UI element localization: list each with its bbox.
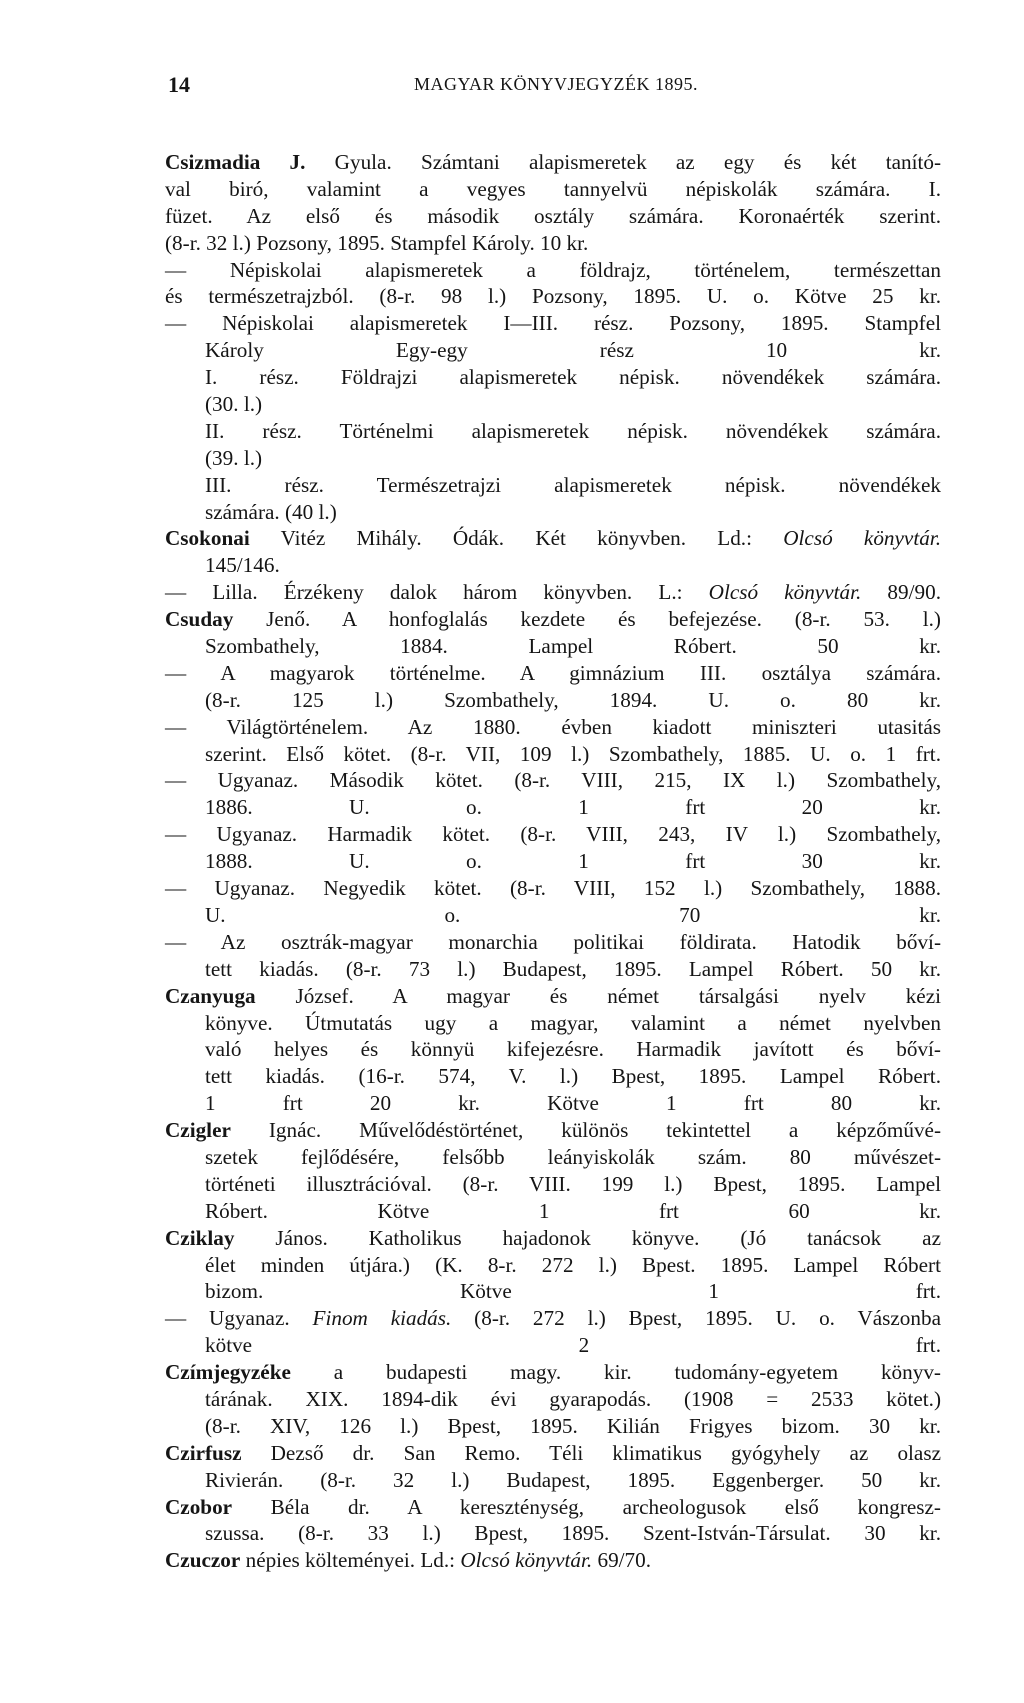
catalog-line (165, 1144, 941, 1171)
catalog-line (165, 767, 941, 794)
entry-text: és természetrajzból. (8-r. 98 l.) Pozsony, 1895. U. o. Kötve 25 kr. (165, 284, 941, 309)
entry-text: Jenő. A honfoglalás kezdete és befejezése. (8-r. 53. l.) (233, 607, 941, 632)
entry-text: (8-r. XIV, 126 l.) Bpest, 1895. Kilián Frigyes bizom. 30 kr. (205, 1413, 941, 1438)
catalog-line (165, 418, 941, 445)
entry-text: népies költeményei. Ld.: (240, 1548, 461, 1573)
entry-author: Czanyuga (165, 983, 256, 1008)
entry-text: I. rész. Földrajzi alapismeretek népisk. növendékek számára. (205, 365, 941, 390)
entry-author: Cziklay (165, 1225, 235, 1250)
catalog-line (165, 1413, 941, 1440)
entry-author: Czigler (165, 1118, 231, 1143)
entry-text: János. Katholikus hajadonok könyve. (Jó tanácsok az (234, 1225, 941, 1250)
catalog-line (165, 1332, 941, 1359)
entry-text: 145/146. (205, 553, 280, 578)
entry-text: — Ugyanaz. Második kötet. (8-r. VIII, 215, IX l.) Szombathely, (165, 768, 941, 793)
entry-text: számára. (40 l.) (205, 499, 337, 524)
entry-author: Czirfusz (165, 1440, 242, 1465)
catalog-line (165, 176, 941, 203)
entry-text: tárának. XIX. 1894-dik évi gyarapodás. (1908 = 2533 kötet.) (205, 1386, 941, 1411)
entry-text: kötve 2 frt. (205, 1333, 941, 1358)
entry-text: füzet. Az első és második osztály számára. Koronaérték szerint. (165, 203, 941, 228)
entry-text: könyve. Útmutatás ugy a magyar, valamint a német nyelvben (205, 1010, 941, 1035)
entry-text: Károly Egy-egy rész 10 kr. (205, 338, 941, 363)
entry-text: 69/70. (592, 1548, 652, 1573)
entry-text: — Népiskolai alapismeretek a földrajz, történelem, természettan (165, 257, 941, 282)
series-title: Olcsó könyvtár. (460, 1548, 593, 1573)
catalog-line (165, 552, 941, 579)
entry-text: bizom. Kötve 1 frt. (205, 1279, 941, 1304)
catalog-line (165, 1305, 941, 1332)
entry-text: III. rész. Természetrajzi alapismeretek népisk. növendékek (205, 472, 941, 497)
entry-author: Czobor (165, 1494, 233, 1519)
entry-text: Dezső dr. San Remo. Téli klimatikus gyógyhely az olasz (241, 1440, 941, 1465)
catalog-line (165, 1386, 941, 1413)
entry-text: szussa. (8-r. 33 l.) Bpest, 1895. Szent-István-Társulat. 30 kr. (205, 1521, 941, 1546)
entry-text: Vitéz Mihály. Ódák. Két könyvben. Ld.: (249, 526, 784, 551)
entry-text: Gyula. Számtani alapismeretek az egy és két tanító- (305, 150, 941, 174)
entry-text: (8-r. 125 l.) Szombathely, 1894. U. o. 80 kr. (205, 687, 941, 712)
entry-text: Szombathely, 1884. Lampel Róbert. 50 kr. (205, 634, 941, 659)
catalog-line (165, 391, 941, 418)
catalog-line (165, 445, 941, 472)
catalog-line (165, 579, 941, 606)
catalog-line (165, 1010, 941, 1037)
entry-author: Csokonai (165, 526, 250, 551)
entry-text: — Ugyanaz. Negyedik kötet. (8-r. VIII, 152 l.) Szombathely, 1888. (165, 876, 941, 901)
entry-text: való helyes és könnyü kifejezésre. Harmadik javított és bőví- (205, 1037, 941, 1062)
entry-text: Béla dr. A kereszténység, archeologusok első kongresz- (232, 1494, 941, 1519)
running-title: MAGYAR KÖNYVJEGYZÉK 1895. (414, 74, 698, 94)
entry-text: — Ugyanaz. Harmadik kötet. (8-r. VIII, 243, IV l.) Szombathely, (165, 822, 941, 847)
entry-text: — Világtörténelem. Az 1880. évben kiadott miniszteri utasitás (165, 714, 941, 739)
entry-author: Csizmadia J. (165, 150, 306, 174)
catalog-line (165, 1547, 941, 1574)
catalog-line (165, 499, 941, 526)
entry-text: szetek fejlődésére, felsőbb leányiskolák szám. 80 művészet- (205, 1144, 941, 1169)
catalog-line (165, 283, 941, 310)
page-header (168, 72, 944, 106)
catalog-line (165, 929, 941, 956)
entry-text: József. A magyar és német társalgási nyelv kézi (255, 983, 941, 1008)
entry-text: élet minden útjára.) (K. 8-r. 272 l.) Bpest. 1895. Lampel Róbert (205, 1252, 941, 1277)
catalog-line (165, 1090, 941, 1117)
page-number: 14 (168, 72, 190, 97)
catalog-line (165, 310, 941, 337)
catalog-line (165, 1252, 941, 1279)
series-title: Finom kiadás. (312, 1306, 452, 1331)
entry-author: Csuday (165, 607, 234, 632)
catalog-line (165, 1278, 941, 1305)
catalog-line (165, 1359, 941, 1386)
entry-text: — Lilla. Érzékeny dalok három könyvben. L.: (165, 580, 709, 605)
entry-text: a budapesti magy. kir. tudomány-egyetem könyv- (290, 1360, 941, 1385)
catalog-line (165, 794, 941, 821)
catalog-line (165, 821, 941, 848)
entry-text: tett kiadás. (16-r. 574, V. l.) Bpest, 1895. Lampel Róbert. (205, 1064, 941, 1089)
entry-text: 89/90. (861, 580, 941, 605)
catalog-line (165, 230, 941, 257)
entry-text: 1888. U. o. 1 frt 30 kr. (205, 849, 941, 874)
series-title: Olcsó könyvtár. (783, 526, 941, 551)
entry-text: Róbert. Kötve 1 frt 60 kr. (205, 1198, 941, 1223)
catalog-line (165, 1225, 941, 1252)
entry-text: U. o. 70 kr. (205, 902, 941, 927)
series-title: Olcsó könyvtár. (708, 580, 862, 605)
catalog-line (165, 1467, 941, 1494)
entry-text: tett kiadás. (8-r. 73 l.) Budapest, 1895. Lampel Róbert. 50 kr. (205, 956, 941, 981)
catalog-line (165, 1520, 941, 1547)
entry-text: történeti illusztrációval. (8-r. VIII. 199 l.) Bpest, 1895. Lampel (205, 1171, 941, 1196)
catalog-line (165, 525, 941, 552)
catalog-line (165, 741, 941, 768)
entry-text: — A magyarok történelme. A gimnázium III. osztálya számára. (165, 660, 941, 685)
catalog-line (165, 660, 941, 687)
entry-text: 1 frt 20 kr. Kötve 1 frt 80 kr. (205, 1091, 941, 1116)
catalog-line (165, 875, 941, 902)
entry-text: II. rész. Történelmi alapismeretek népisk. növendékek számára. (205, 418, 941, 443)
entry-text: (8-r. 272 l.) Bpest, 1895. U. o. Vászonba (451, 1306, 941, 1331)
entry-text: 1886. U. o. 1 frt 20 kr. (205, 795, 941, 820)
catalog-line (165, 848, 941, 875)
entry-text: Ignác. Művelődéstörténet, különös tekintettel a képzőművé- (230, 1118, 941, 1143)
catalog-line (165, 956, 941, 983)
entry-text: — Az osztrák-magyar monarchia politikai földirata. Hatodik bőví- (165, 929, 941, 954)
catalog-line (165, 902, 941, 929)
catalog-line (165, 1198, 941, 1225)
catalog-line (165, 257, 941, 284)
catalog-line (165, 1036, 941, 1063)
catalog-line (165, 983, 941, 1010)
entry-text: val biró, valamint a vegyes tannyelvü népiskolák számára. I. (165, 176, 941, 201)
entry-text: — Ugyanaz. (165, 1306, 313, 1331)
catalog-line (165, 203, 941, 230)
catalog-line (165, 687, 941, 714)
catalog-line (165, 606, 941, 633)
catalog-line (165, 1063, 941, 1090)
entry-text: Rivierán. (8-r. 32 l.) Budapest, 1895. Eggenberger. 50 kr. (205, 1467, 941, 1492)
catalog-line (165, 633, 941, 660)
catalog-line (165, 472, 941, 499)
entry-text: — Népiskolai alapismeretek I—III. rész. Pozsony, 1895. Stampfel (165, 311, 941, 336)
catalog-line (165, 1440, 941, 1467)
catalog-entries (165, 149, 941, 1574)
catalog-line (165, 1171, 941, 1198)
entry-author: Czímjegyzéke (165, 1360, 291, 1385)
entry-text: (39. l.) (205, 445, 263, 470)
catalog-line (165, 149, 941, 176)
entry-text: (30. l.) (205, 392, 263, 417)
entry-text: (8-r. 32 l.) Pozsony, 1895. Stampfel Károly. 10 kr. (165, 230, 589, 255)
catalog-line (165, 337, 941, 364)
entry-author: Czuczor (165, 1548, 241, 1573)
catalog-line (165, 1494, 941, 1521)
catalog-line (165, 714, 941, 741)
entry-text: szerint. Első kötet. (8-r. VII, 109 l.) Szombathely, 1885. U. o. 1 frt. (205, 741, 941, 766)
catalog-line (165, 364, 941, 391)
catalog-line (165, 1117, 941, 1144)
